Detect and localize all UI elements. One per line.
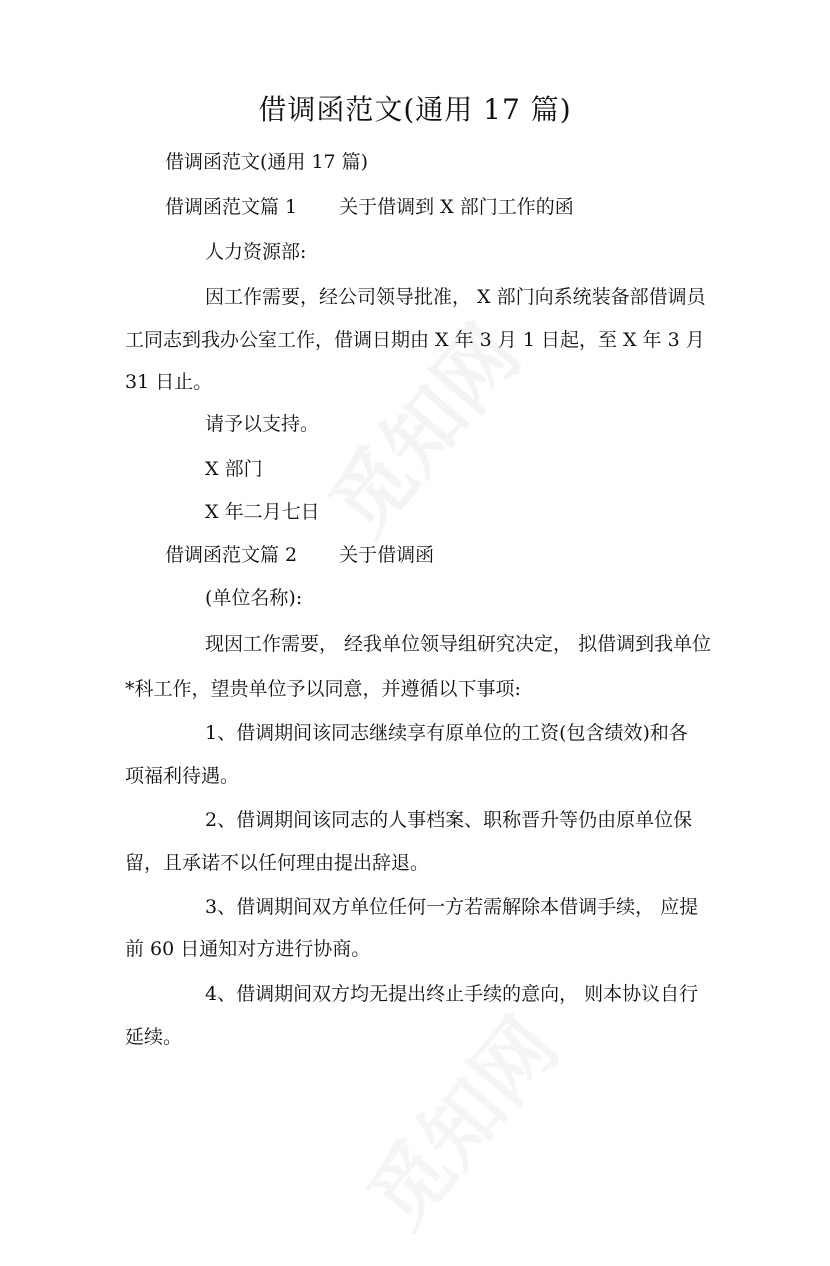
section1-body-line-2: 工同志到我办公室工作，借调日期由 X 年 3 月 1 日起，至 X 年 3 月 — [125, 329, 705, 351]
section2-salutation: (单位名称): — [205, 587, 303, 609]
section2-intro-line-1: 现因工作需要， 经我单位领导组研究决定， 拟借调到我单位 — [205, 633, 712, 655]
section1-topic: 关于借调到 X 部门工作的函 — [339, 196, 574, 218]
section1-salutation: 人力资源部: — [205, 241, 307, 263]
section1-signature-date: X 年二月七日 — [205, 501, 320, 523]
section2-heading: 借调函范文篇 2 — [165, 544, 298, 566]
section2-intro-line-2: *科工作，望贵单位予以同意，并遵循以下事项: — [125, 678, 521, 700]
section1-signature-dept: X 部门 — [205, 458, 263, 480]
document-title: 借调函范文(通用 17 篇) — [258, 93, 572, 126]
watermark-bottom — [324, 974, 596, 1266]
section2-heading-line — [165, 543, 434, 567]
section1-heading-line — [165, 195, 574, 219]
item2-line-1: 2、借调期间该同志的人事档案、职称晋升等仍由原单位保 — [205, 809, 693, 831]
item3-line-2: 前 60 日通知对方进行协商。 — [125, 938, 371, 960]
item4-line-2: 延续。 — [125, 1026, 183, 1048]
section1-body-line-1: 因工作需要，经公司领导批准， X 部门向系统装备部借调员 — [205, 286, 706, 308]
item2-line-2: 留，且承诺不以任何理由提出辞退。 — [125, 852, 430, 874]
item4-line-1: 4、借调期间双方均无提出终止手续的意向， 则本协议自行 — [205, 983, 699, 1005]
item1-line-1: 1、借调期间该同志继续享有原单位的工资(包含绩效)和各 — [205, 722, 688, 744]
item1-line-2: 项福利待遇。 — [125, 765, 240, 787]
section1-request: 请予以支持。 — [205, 413, 320, 435]
section2-topic: 关于借调函 — [339, 544, 435, 566]
section1-heading: 借调函范文篇 1 — [165, 196, 298, 218]
document-subtitle: 借调函范文(通用 17 篇) — [165, 151, 369, 173]
item3-line-1: 3、借调期间双方单位任何一方若需解除本借调手续， 应提 — [205, 896, 699, 918]
section1-body-line-3: 31 日止。 — [125, 371, 213, 393]
